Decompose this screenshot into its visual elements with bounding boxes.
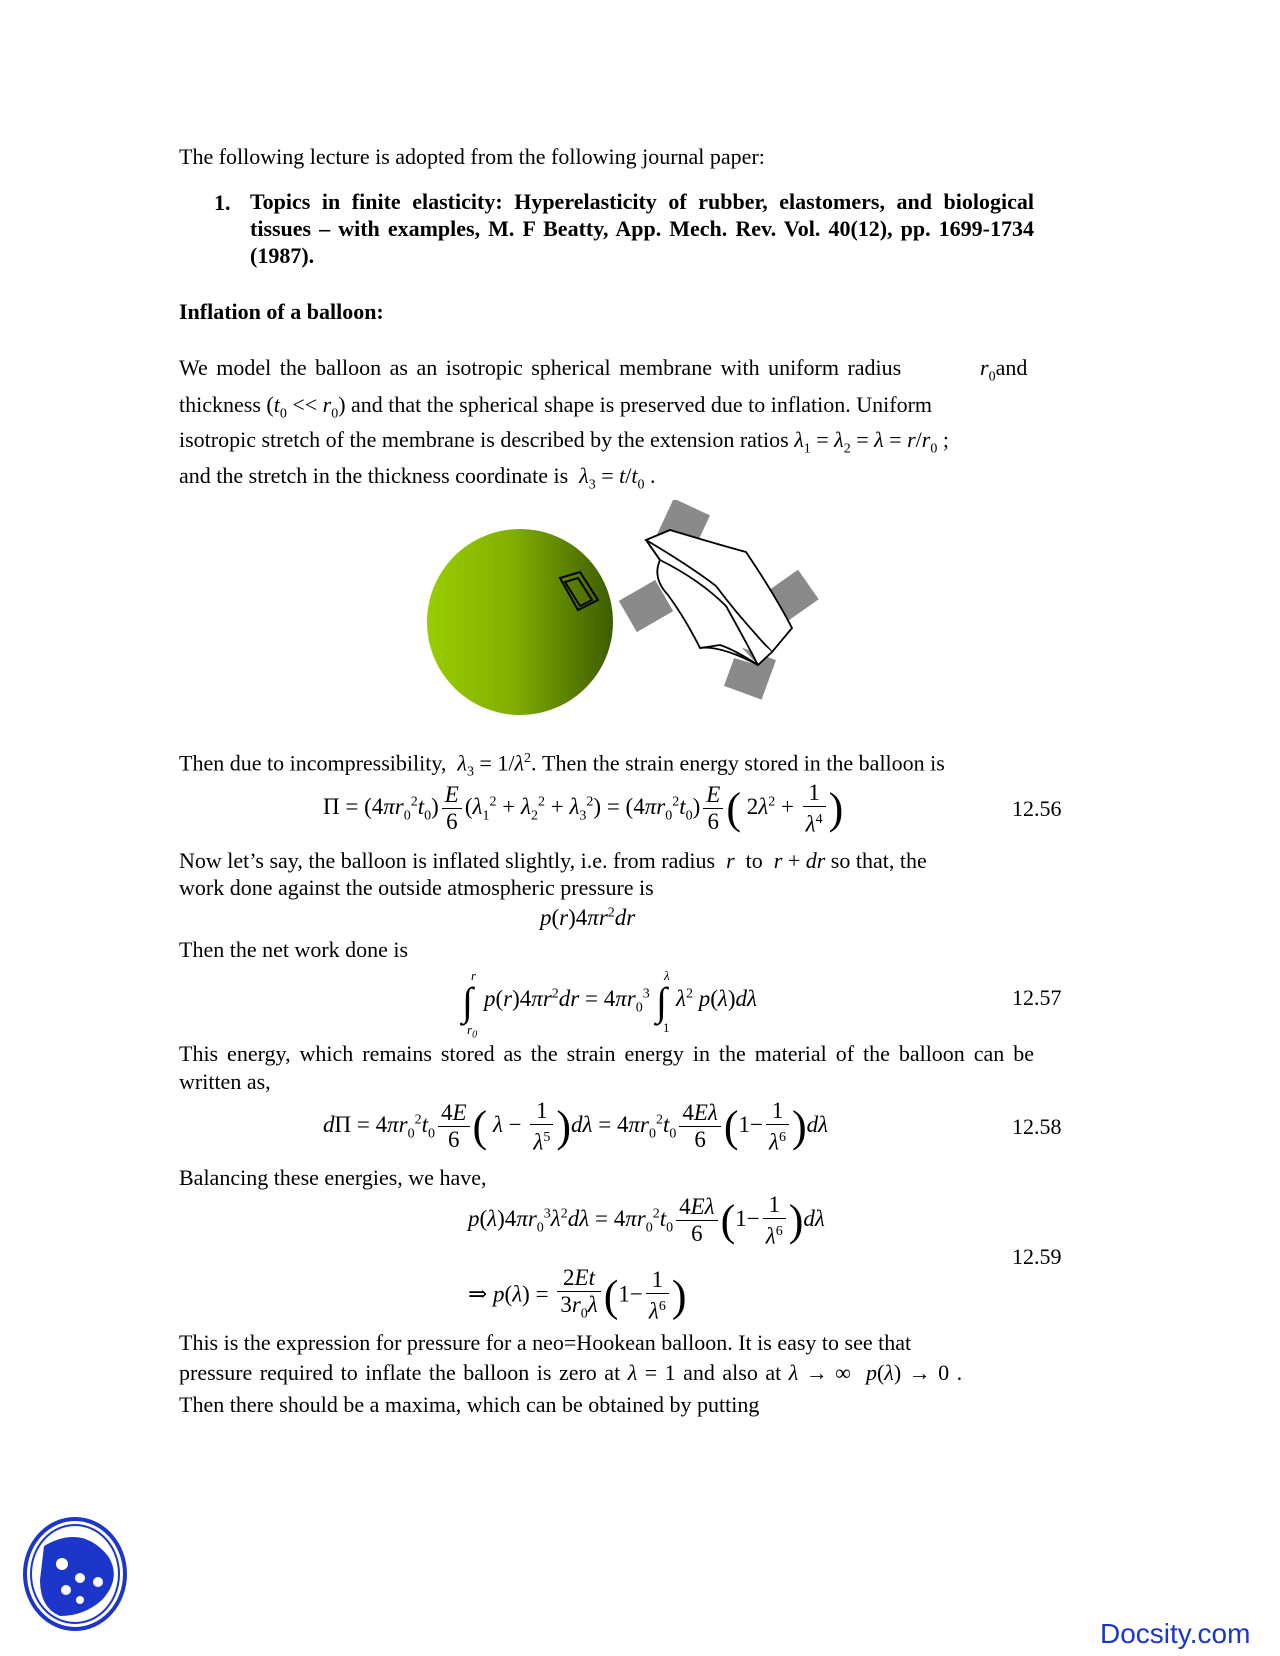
para7-line1: This is the expression for pressure for a neo=Hookean balloon. It is easy to see that <box>179 1330 912 1355</box>
equation-number-12-57: 12.57 <box>1012 985 1062 1010</box>
equation-12-59-line1: $p(\lambda)4\pi r_0^3\lambda^2d\lambda = 4\pi r_0^2t_0$ $\frac{4E\lambda}{6}$ (1− $\frac{1}{\lambda^6}$ )dλ <box>468 1192 825 1249</box>
para7-line2: pressure required to inflate the balloon is zero at λ = 1 and also at λ → ∞ p(λ) → 0 . <box>179 1360 963 1385</box>
document-page: The following lecture is adopted from the following journal paper: 1. Topics in finite elasticity: Hyperelasticity of rubber, elastomers, and biological tissues – with examples, M. F Beatty, App. Mech. Rev. Vol. 40(12), pp. 1699-1734 (1987). Inflation of a balloon: We model the balloon as an isotropic spherical membrane with uniform radius $r_0and$ thickness $(t_0 << r_0)$ and that the spherical shape is preserved due to inflation. Uniform isotropic stretch of the membrane is described by the extension ratios $\lambda_1 = \lambda_2 = \lambda = r/r_0$ ; and the stretch in the thickness coordinate is $\lambda_3 = t/t_0$ . Then due to incompressibility, $\lambda_3 = 1/\lambda^2$. Then the strain energy stored in the balloon is $\Pi = (4\pi r_0^2t_0)$ $\frac{E}{6}$ $(\lambda_1^2 + \lambda_2^2 + \lambda_3^2) = (4\pi r_0^2t_0)$ $\frac{E}{6}$ ( $2\lambda^2$ + $\frac{1}{\lambda^4}$ ) 12.56 Now let’s say, the balloon is inflated slightly, i.e. from radius r to r + dr so that, the work done against the outside atmospheric pressure is $p(r)4\pi r^2dr$ Then the net work done is r ∫ $r_0$ $p(r)4\pi r^2dr = 4\pi r_0^3$ λ ∫ 1 $\lambda^2$ p(λ)dλ 12.57 This energy, which remains stored as the strain energy in the material of the balloon can be written as, $d\Pi = 4\pi r_0^2t_0$ $\frac{4E}{6}$ ( λ − $\frac{1}{\lambda^5}$ )$d\lambda = 4\pi r_0^2t_0$ $\frac{4E\lambda}{6}$ (1− $\frac{1}{\lambda^6}$ )dλ 12.58 Balancing these energies, we have, $p(\lambda)4\pi r_0^3\lambda^2d\lambda = 4\pi r_0^2t_0$ $\frac{4E\lambda}{6}$ (1− $\frac{1}{\lambda^6}$ )dλ 12.59 ⇒ p(λ) = $\frac{2Et}{3r_0\lambda}$ (1− $\frac{1}{\lambda^6}$ ) This is the expression for pressure for a neo=Hookean balloon. It is easy to see that pressure required to inflate the balloon is zero at λ = 1 and also at λ → ∞ p(λ) → 0 . Then there should be a maxima, which can be obtained by putting Docsity.com <box>0 0 1280 1656</box>
docsity-logo-icon <box>22 1516 128 1632</box>
membrane-element-enlarged <box>619 500 819 700</box>
para1-line2: thickness $(t_0 << r_0)$ and that the spherical shape is preserved due to inflation. Uniform <box>179 392 933 422</box>
equation-12-57: $p(r)4\pi r^2dr = 4\pi r_0^3$ <box>484 986 650 1016</box>
balloon-sphere <box>427 529 613 715</box>
para1-line1: We model the balloon as an isotropic spherical membrane with uniform radius <box>179 355 902 380</box>
equation-12-59-line2: ⇒ p(λ) = $\frac{2Et}{3r_0\lambda}$ (1− $\frac{1}{\lambda^6}$ ) <box>468 1265 687 1325</box>
para2: Then due to incompressibility, $\lambda_3 = 1/\lambda^2$. Then the strain energy stored in the balloon is <box>179 750 945 780</box>
reference-text: Topics in finite elasticity: Hyperelasticity of rubber, elastomers, and biological tissues – with examples, M. F Beatty, App. Mech. Rev. Vol. 40(12), pp. 1699-1734 (1987). <box>250 189 1034 268</box>
para3-line1: Now let’s say, the balloon is inflated slightly, i.e. from radius r to r + dr so that, the <box>179 848 927 873</box>
docsity-brand[interactable]: Docsity.com <box>1100 1618 1251 1649</box>
equation-number-12-56: 12.56 <box>1012 796 1062 821</box>
para1-line4: and the stretch in the thickness coordinate is $\lambda_3 = t/t_0$ . <box>179 463 656 493</box>
reference-number: 1. <box>214 190 231 215</box>
para1-line3: isotropic stretch of the membrane is described by the extension ratios $\lambda_1 = \lambda_2 = \lambda = r/r_0$ ; <box>179 427 949 457</box>
section-title: Inflation of a balloon: <box>179 299 384 324</box>
equation-number-12-58: 12.58 <box>1012 1114 1062 1139</box>
para3-line2: work done against the outside atmospheric pressure is <box>179 875 654 900</box>
equation-12-56: $\Pi = (4\pi r_0^2t_0)$ $\frac{E}{6}$ $(\lambda_1^2 + \lambda_2^2 + \lambda_3^2) = (4\pi r_0^2t_0)$ $\frac{E}{6}$ ( $2\lambda^2$ + $\frac{1}{\lambda^4}$ ) <box>323 780 844 837</box>
intro-line: The following lecture is adopted from the following journal paper: <box>179 144 765 169</box>
equation-12-58: $d\Pi = 4\pi r_0^2t_0$ $\frac{4E}{6}$ ( λ − $\frac{1}{\lambda^5}$ )$d\lambda = 4\pi r_0^2t_0$ $\frac{4E\lambda}{6}$ (1− $\frac{1}{\lambda^6}$ )dλ <box>323 1098 829 1155</box>
para1-r0: $r_0and$ <box>980 355 1028 385</box>
para5: This energy, which remains stored as the strain energy in the material of the balloon can be written as, <box>179 1041 1034 1094</box>
para7-line3: Then there should be a maxima, which can be obtained by putting <box>179 1392 760 1417</box>
para4: Then the net work done is <box>179 937 409 962</box>
equation-number-12-59: 12.59 <box>1012 1244 1062 1269</box>
equation-work: $p(r)4\pi r^2dr$ <box>540 905 636 930</box>
balloon-figure <box>420 500 840 725</box>
para6: Balancing these energies, we have, <box>179 1165 487 1190</box>
